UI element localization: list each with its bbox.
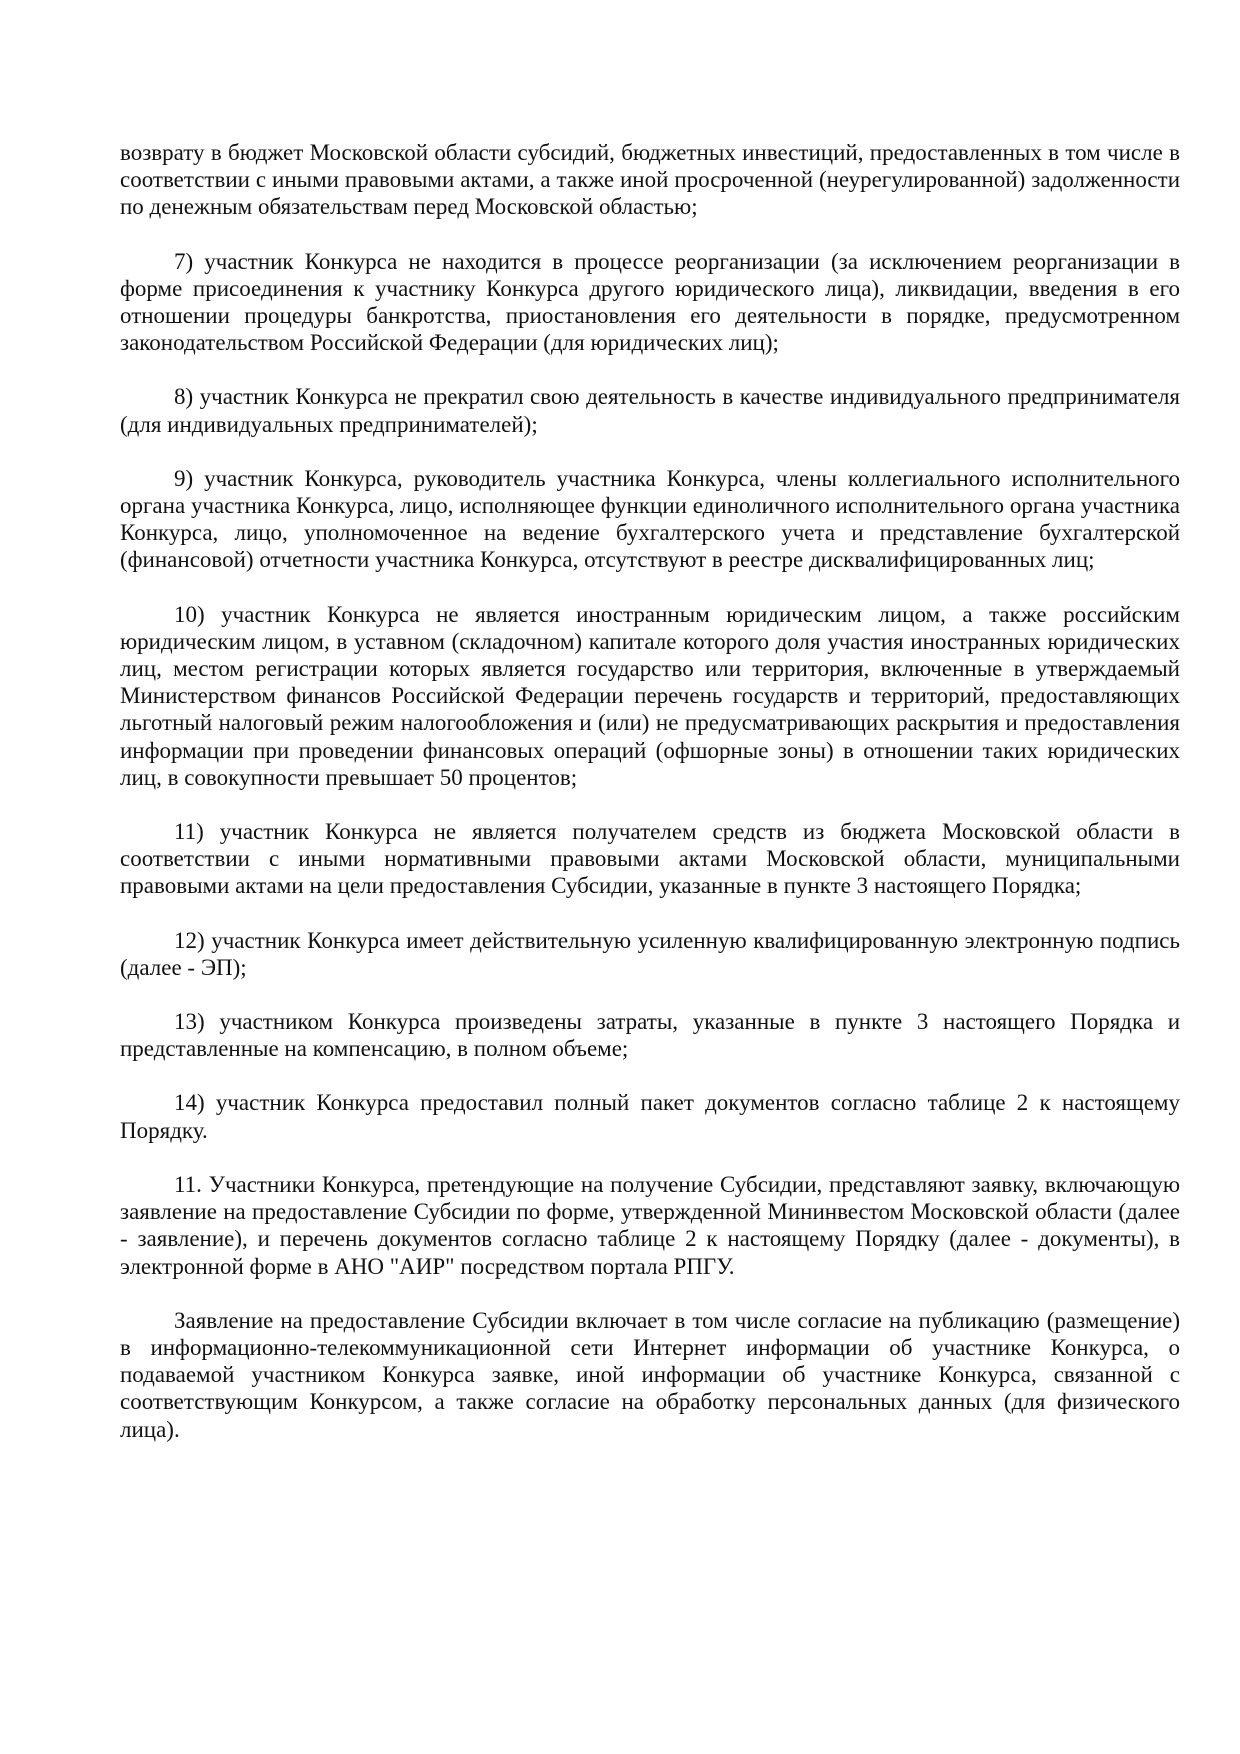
paragraph-item-10: 10) участник Конкурса не является иностранным юридическим лицом, а также российским юридическим лицом, в уставном (складочном) капитале которого доля участия иностранных юридических лиц, местом регистрации которых является государство или территория, включенные в утверждаемый Министерством финансов Российской Федерации перечень государств и территорий, предоставляющих льготный налоговый режим налогообложения и (или) не предусматривающих раскрытия и предоставления информации при проведении финансовых операций (офшорные зоны) в отношении таких юридических лиц, в совокупности превышает 50 процентов; — [120, 601, 1180, 790]
paragraph-item-11: 11) участник Конкурса не является получателем средств из бюджета Московской области в соответствии с иными нормативными правовыми актами Московской области, муниципальными правовыми актами на цели предоставления Субсидии, указанные в пункте 3 настоящего Порядка; — [120, 819, 1180, 899]
paragraph-section-11: 11. Участники Конкурса, претендующие на получение Субсидии, представляют заявку, включающую заявление на предоставление Субсидии по форме, утвержденной Мининвестом Московской области (далее - заявление), и перечень документов согласно таблице 2 к настоящему Порядку (далее - документы), в электронной форме в АНО "АИР" посредством портала РПГУ. — [120, 1171, 1180, 1279]
document-page — [120, 139, 1180, 1470]
paragraph-item-8: 8) участник Конкурса не прекратил свою деятельность в качестве индивидуального предпринимателя (для индивидуальных предпринимателей); — [120, 384, 1180, 437]
paragraph-item-13: 13) участником Конкурса произведены затраты, указанные в пункте 3 настоящего Порядка и представленные на компенсацию, в полном объеме; — [120, 1009, 1180, 1062]
paragraph-item-7: 7) участник Конкурса не находится в процессе реорганизации (за исключением реорганизации в форме присоединения к участнику Конкурса другого юридического лица), ликвидации, введения в его отношении процедуры банкротства, приостановления его деятельности в порядке, предусмотренном законодательством Российской Федерации (для юридических лиц); — [120, 248, 1180, 356]
paragraph-section-11-consent: Заявление на предоставление Субсидии включает в том числе согласие на публикацию (размещение) в информационно-телекоммуникационной сети Интернет информации об участнике Конкурса, о подаваемой участником Конкурса заявке, иной информации об участнике Конкурса, связанной с соответствующим Конкурсом, а также согласие на обработку персональных данных (для физического лица). — [120, 1307, 1180, 1442]
paragraph-item-12: 12) участник Конкурса имеет действительную усиленную квалифицированную электронную подпись (далее - ЭП); — [120, 927, 1180, 980]
paragraph-continuation-6: возврату в бюджет Московской области субсидий, бюджетных инвестиций, предоставленных в том числе в соответствии с иными правовыми актами, а также иной просроченной (неурегулированной) задолженности по денежным обязательствам перед Московской областью; — [120, 140, 1180, 220]
paragraph-item-9: 9) участник Конкурса, руководитель участника Конкурса, члены коллегиального исполнительного органа участника Конкурса, лицо, исполняющее функции единоличного исполнительного органа участника Конкурса, лицо, уполномоченное на ведение бухгалтерского учета и представление бухгалтерской (финансовой) отчетности участника Конкурса, отсутствуют в реестре дисквалифицированных лиц; — [120, 465, 1180, 573]
paragraph-item-14: 14) участник Конкурса предоставил полный пакет документов согласно таблице 2 к настоящему Порядку. — [120, 1090, 1180, 1143]
